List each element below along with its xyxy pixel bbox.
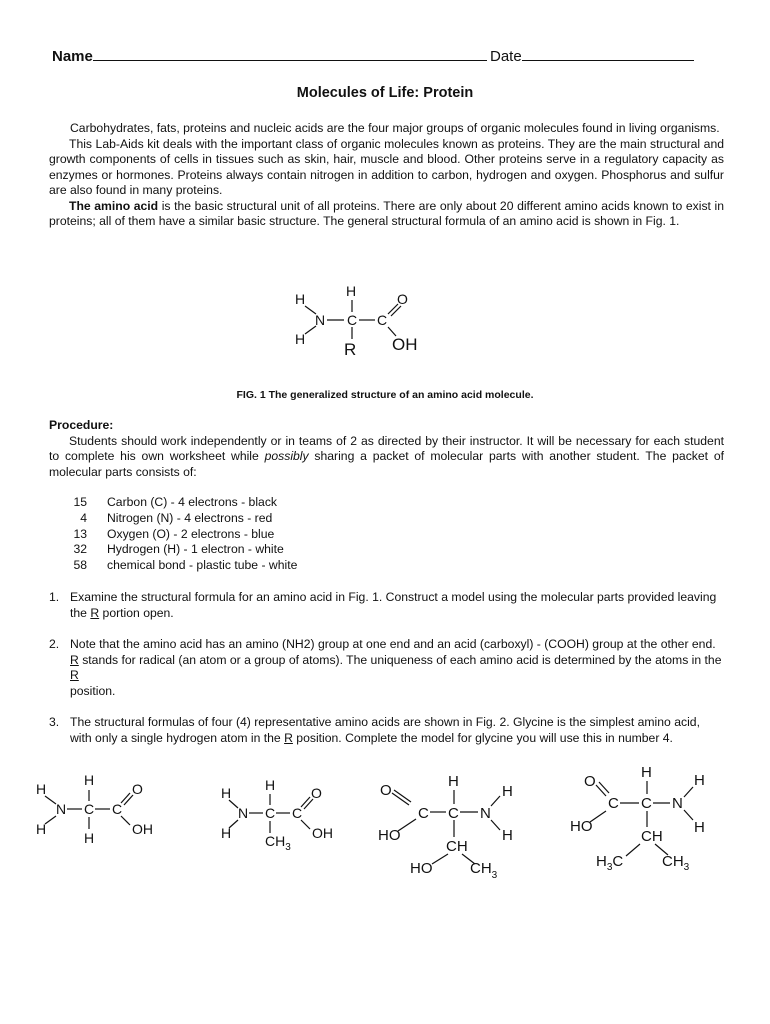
val-h2: H (694, 819, 705, 836)
step-text-b: portion open. (99, 605, 174, 620)
valine-structure (570, 764, 705, 873)
ala-bond (301, 797, 310, 807)
ser-bond (491, 796, 500, 806)
fig1-amino-acid-structure (280, 276, 440, 366)
step-r: R (70, 668, 79, 682)
ser-ch: CH (446, 838, 468, 855)
gly-h-bottom: H (84, 830, 95, 846)
fig1-c-center: C (347, 312, 358, 328)
ala-o: O (311, 785, 322, 801)
val-h-top: H (641, 764, 652, 781)
date-blank[interactable] (522, 46, 694, 61)
parts-row (49, 527, 297, 543)
ser-ho: HO (378, 827, 401, 844)
procedure-paragraph (49, 434, 724, 481)
val-bond (590, 811, 606, 822)
val-bond (596, 785, 606, 796)
parts-list (49, 495, 297, 574)
step-text-c: position. (70, 683, 116, 698)
parts-row (49, 558, 297, 574)
val-h3c: $H_3C$ (596, 853, 624, 873)
parts-desc: Nitrogen (N) - 4 electrons - red (107, 510, 273, 525)
ser-bond (432, 854, 448, 864)
fig1-bond-c-o-1 (388, 304, 398, 314)
gly-h-top: H (84, 772, 95, 788)
ala-bond (229, 820, 238, 828)
procedure (49, 418, 724, 480)
parts-desc: Hydrogen (H) - 1 electron - white (107, 542, 284, 557)
ser-bond (491, 820, 500, 830)
gly-bond (121, 816, 130, 825)
intro-paragraph-3-text: is the basic structural unit of all proteins. There are only about 20 different amino acids known to exist in proteins; all of them have a similar basic structure. The general structural formula of an amino acid is shown in Fig. 1. (49, 198, 724, 228)
parts-qty: 4 (80, 510, 87, 525)
fig1-bond-h-n-bottom (305, 326, 316, 334)
intro-paragraph-2: This Lab-Aids kit deals with the important class of organic molecules known as proteins. They are the main structural and growth components of cells in tissues such as skin, hair, muscle and blood. Other proteins serve in a regulatory capacity as enzymes or hormones. Proteins always contain nitrogen in addition to carbon, hydrogen and oxygen. Phosphorus and sulfur are also found in many proteins. (49, 136, 724, 197)
val-h1: H (694, 772, 705, 789)
val-ho: HO (570, 818, 593, 835)
fig1-h-left-bottom: H (295, 331, 306, 347)
ala-h-top: H (265, 777, 276, 793)
step-text-b: stands for radical (an atom or a group of atoms). The uniqueness of each amino acid is determined by the atoms in the (78, 652, 722, 667)
step-3 (49, 715, 724, 746)
ala-n: N (238, 805, 249, 821)
ala-ch3: $CH_3$ (265, 833, 291, 853)
ser-c1: C (418, 805, 429, 822)
name-label: Name (52, 48, 93, 65)
gly-c1: C (84, 801, 95, 817)
gly-bond (45, 796, 56, 804)
step-text (70, 715, 724, 746)
val-o: O (584, 773, 596, 790)
procedure-text-b: sharing a packet of molecular parts with another student. The packet of molecular parts consists of: (49, 449, 724, 479)
gly-bond (124, 795, 133, 805)
val-bond (599, 782, 609, 793)
step-1 (49, 590, 724, 621)
parts-qty: 13 (73, 526, 87, 541)
ala-h2: H (221, 825, 232, 841)
glycine-structure (36, 772, 153, 846)
ala-bond (304, 799, 313, 809)
intro (49, 121, 724, 230)
procedure-text-a: Students should work independently or in teams of 2 as directed by their instructor. It will be necessary for each student to complete his own worksheet while (49, 433, 724, 463)
gly-n: N (56, 801, 67, 817)
gly-c2: C (112, 801, 123, 817)
ser-bond (462, 854, 475, 864)
name-blank[interactable] (93, 46, 487, 61)
ala-bond (229, 800, 238, 808)
step-r: R (284, 730, 293, 745)
ser-bond (398, 819, 416, 831)
parts-row (49, 511, 297, 527)
amino-acid-term: The amino acid (69, 198, 159, 213)
gly-h1: H (36, 781, 47, 797)
fig1-r: R (344, 340, 357, 359)
fig1-h-top: H (346, 283, 357, 299)
val-c2: C (641, 795, 652, 812)
procedure-heading: Procedure: (49, 418, 114, 432)
intro-paragraph-3 (49, 199, 724, 230)
step-text-b: position. Complete the model for glycine you will use this in number 4. (292, 730, 673, 745)
parts-desc: Carbon (C) - 4 electrons - black (107, 495, 278, 509)
ser-c2: C (448, 805, 459, 822)
date-label: Date (490, 48, 522, 65)
ser-n: N (480, 805, 491, 822)
fig1-n: N (315, 312, 326, 328)
ser-h-top: H (448, 773, 459, 790)
parts-qty: 58 (73, 558, 87, 573)
ser-ch3: $CH_3$ (470, 860, 498, 881)
ser-o: O (380, 782, 392, 799)
fig1-o: O (397, 291, 408, 307)
ala-c1: C (265, 805, 276, 821)
val-bond (684, 787, 693, 797)
ser-h1: H (502, 783, 513, 800)
parts-qty: 15 (73, 495, 87, 509)
parts-row (49, 542, 297, 558)
procedure-emphasis: possibly (264, 449, 309, 463)
step-text (70, 637, 724, 699)
val-c1: C (608, 795, 619, 812)
name-line (52, 46, 487, 65)
ala-bond (301, 820, 310, 829)
gly-oh: OH (132, 821, 153, 837)
fig1-caption: FIG. 1 The generalized structure of an amino acid molecule. (236, 389, 534, 401)
parts-qty: 32 (73, 542, 87, 557)
ala-oh: OH (312, 825, 333, 841)
step-text-a: The structural formulas of four (4) representative amino acids are shown in Fig. 2. Glycine is the simplest amino acid, with only a single hydrogen atom in the (70, 715, 700, 745)
ala-c2: C (292, 805, 303, 821)
step-r: R (90, 605, 100, 620)
val-ch3: $CH_3$ (662, 853, 690, 873)
fig2-amino-acids (0, 760, 770, 890)
step-text-a: Examine the structural formula for an amino acid in Fig. 1. Construct a model using the molecular parts provided leaving the (70, 590, 717, 620)
step-2 (49, 637, 724, 699)
fig1-bond-h-n-top (305, 306, 316, 314)
ser-h2: H (502, 827, 513, 844)
gly-o: O (132, 781, 143, 797)
fig1-c-acid: C (377, 312, 388, 328)
ala-h1: H (221, 785, 232, 801)
alanine-structure (221, 777, 333, 853)
parts-row (49, 495, 297, 511)
val-n: N (672, 795, 683, 812)
val-bond (626, 844, 640, 856)
step-r: R (70, 652, 79, 667)
step-text (70, 590, 724, 621)
serine-structure (378, 773, 513, 881)
step-number: 3. (49, 715, 60, 729)
val-ch: CH (641, 828, 663, 845)
fig1-oh: OH (392, 335, 418, 354)
fig1-bond-c-o-2 (391, 306, 401, 316)
fig1-h-left-top: H (295, 291, 306, 307)
ser-ho2: HO (410, 860, 433, 877)
step-text-a: Note that the amino acid has an amino (NH2) group at one end and an acid (carboxyl) - (COOH) group at the other end. (70, 637, 716, 651)
gly-h2: H (36, 821, 47, 837)
parts-desc: chemical bond - plastic tube - white (107, 558, 298, 573)
step-number: 1. (49, 590, 60, 604)
gly-bond (121, 793, 130, 803)
intro-paragraph-1: Carbohydrates, fats, proteins and nucleic acids are the four major groups of organic molecules found in living organisms. (70, 121, 720, 135)
val-bond (684, 810, 693, 820)
parts-desc: Oxygen (O) - 2 electrons - blue (107, 526, 275, 541)
date-line (490, 46, 694, 65)
gly-bond (45, 816, 56, 824)
step-number: 2. (49, 637, 60, 651)
page-title: Molecules of Life: Protein (296, 85, 474, 101)
